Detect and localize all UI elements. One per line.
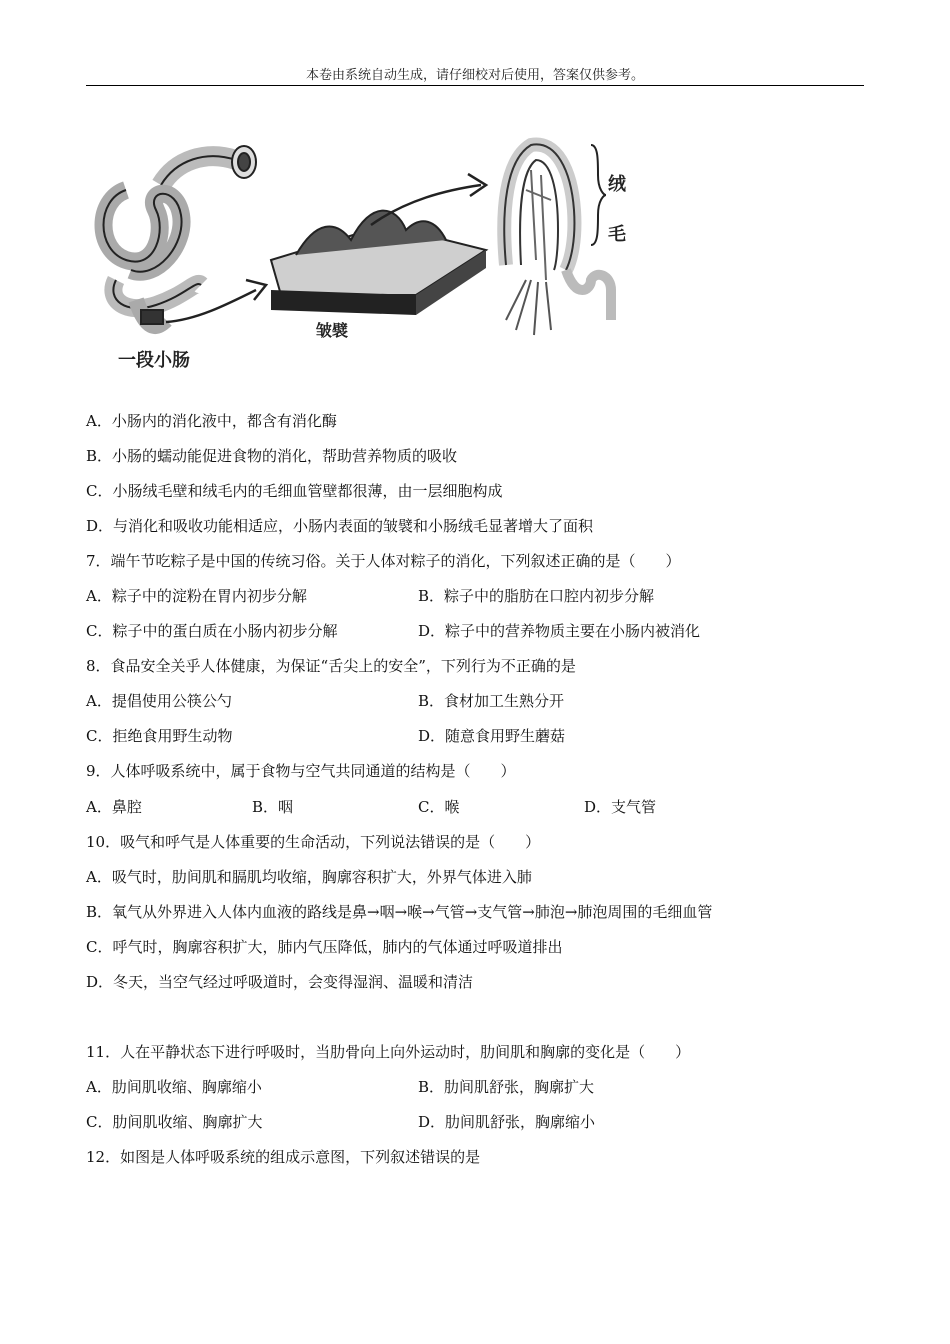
intestine-drawing: [104, 146, 257, 326]
q7-option-d: D．粽子中的营养物质主要在小肠内被消化: [418, 622, 701, 640]
header-divider: [86, 85, 864, 86]
q9-option-d: D．支气管: [584, 798, 657, 816]
villus-label-2: 毛: [608, 224, 626, 245]
q10-option-b: B．氧气从外界进入人体内血液的路线是鼻→咽→喉→气管→支气管→肺泡→肺泡周围的毛细血管: [86, 903, 713, 921]
q7-option-b: B．粽子中的脂肪在口腔内初步分解: [418, 587, 655, 605]
q11-option-b: B．肋间肌舒张，胸廓扩大: [418, 1078, 595, 1096]
q10-option-c: C．呼气时，胸廓容积扩大，肺内气压降低，肺内的气体通过呼吸道排出: [86, 938, 563, 956]
q11-option-a: A．肋间肌收缩、胸廓缩小: [86, 1078, 262, 1096]
q8-stem: 8．食品安全关乎人体健康，为保证“舌尖上的安全”，下列行为不正确的是: [86, 657, 576, 675]
q8-option-b: B．食材加工生熟分开: [418, 692, 565, 710]
q10-option-a: A．吸气时，肋间肌和膈肌均收缩，胸廓容积扩大，外界气体进入肺: [86, 868, 532, 886]
q12-stem: 12．如图是人体呼吸系统的组成示意图，下列叙述错误的是: [86, 1148, 481, 1166]
q6-option-c: C．小肠绒毛壁和绒毛内的毛细血管壁都很薄，由一层细胞构成: [86, 482, 503, 500]
q7-stem: 7．端午节吃粽子是中国的传统习俗。关于人体对粽子的消化，下列叙述正确的是（ ）: [86, 552, 681, 570]
intestine-diagram: [86, 130, 646, 380]
villus-drawing: [504, 144, 611, 335]
fold-drawing: [271, 211, 486, 315]
q11-option-c: C．肋间肌收缩、胸廓扩大: [86, 1113, 263, 1131]
q9-option-b: B．咽: [252, 798, 294, 816]
q11-option-d: D．肋间肌舒张，胸廓缩小: [418, 1113, 596, 1131]
q10-stem: 10．吸气和呼气是人体重要的生命活动，下列说法错误的是（ ）: [86, 833, 541, 851]
page-header: 本卷由系统自动生成，请仔细校对后使用，答案仅供参考。: [305, 68, 644, 83]
q11-stem: 11．人在平静状态下进行呼吸时，当肋骨向上向外运动时，肋间肌和胸廓的变化是（ ）: [86, 1043, 691, 1061]
q9-option-a: A．鼻腔: [86, 798, 142, 816]
q8-option-a: A．提倡使用公筷公勺: [86, 692, 232, 710]
q10-option-d: D．冬天，当空气经过呼吸道时，会变得湿润、温暖和清洁: [86, 973, 474, 991]
q6-option-a: A．小肠内的消化液中，都含有消化酶: [86, 412, 337, 430]
q7-option-c: C．粽子中的蛋白质在小肠内初步分解: [86, 622, 338, 640]
intestine-label: 一段小肠: [118, 350, 190, 371]
q8-option-d: D．随意食用野生蘑菇: [418, 727, 566, 745]
q6-option-b: B．小肠的蠕动能促进食物的消化，帮助营养物质的吸收: [86, 447, 458, 465]
q9-option-c: C．喉: [418, 798, 460, 816]
intestine-figure: [86, 130, 646, 380]
fold-label: 皱襞: [316, 321, 349, 340]
q6-option-d: D．与消化和吸收功能相适应，小肠内表面的皱襞和小肠绒毛显著增大了面积: [86, 517, 594, 535]
q9-stem: 9．人体呼吸系统中，属于食物与空气共同通道的结构是（ ）: [86, 762, 516, 780]
q7-option-a: A．粽子中的淀粉在胃内初步分解: [86, 587, 307, 605]
q8-option-c: C．拒绝食用野生动物: [86, 727, 233, 745]
villus-label-1: 绒: [608, 174, 626, 195]
